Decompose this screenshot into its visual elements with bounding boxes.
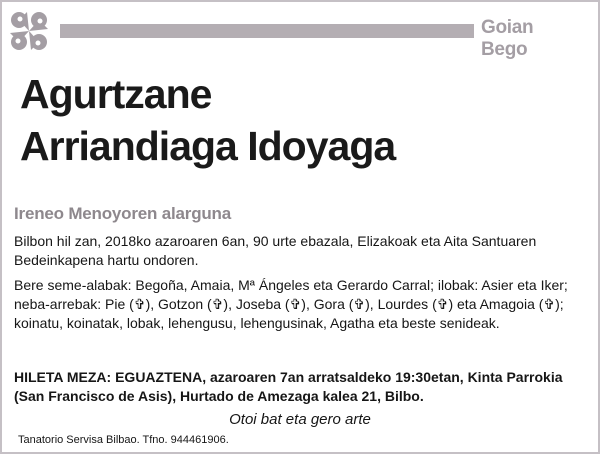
closing-line: Otoi bat eta gero arte: [229, 411, 371, 428]
lauburu-icon: [6, 8, 52, 54]
brand-label: Goian Bego: [481, 17, 534, 60]
funeral-paragraph: HILETA MEZA: EGUAZTENA, azaroaren 7an arratsaldeko 19:30etan, Kinta Parrokia (San Francisco de Asis), Hurtado de Amezaga kalea 21, Bilbo.: [14, 369, 563, 404]
name-line-1: Agurtzane: [20, 71, 212, 117]
family-paragraph: Bere seme-alabak: Begoña, Amaia, Mª Ángeles eta Gerardo Carral; ilobak: Asier eta Iker; neba-arrebak: Pie (✞), Gotzon (✞), Joseba (✞), Gora (✞), Lourdes (✞) eta Amagoia (✞); koinatu, koinatak, lobak, lehengusu, lehengusinak, Agatha eta beste senideak.: [14, 277, 568, 331]
header-bar: [60, 24, 474, 38]
subtitle: Ireneo Menoyoren alarguna: [14, 204, 231, 223]
deceased-name: [20, 68, 395, 172]
name-line-2: Arriandiaga Idoyaga: [20, 123, 396, 169]
death-paragraph: Bilbon hil zan, 2018ko azaroaren 6an, 90 urte ebazala, Elizakoak eta Aita Santuaren Bedeinkapena hartu ondoren.: [14, 233, 537, 268]
footer-contact: Tanatorio Servisa Bilbao. Tfno. 944461906.: [18, 434, 229, 446]
